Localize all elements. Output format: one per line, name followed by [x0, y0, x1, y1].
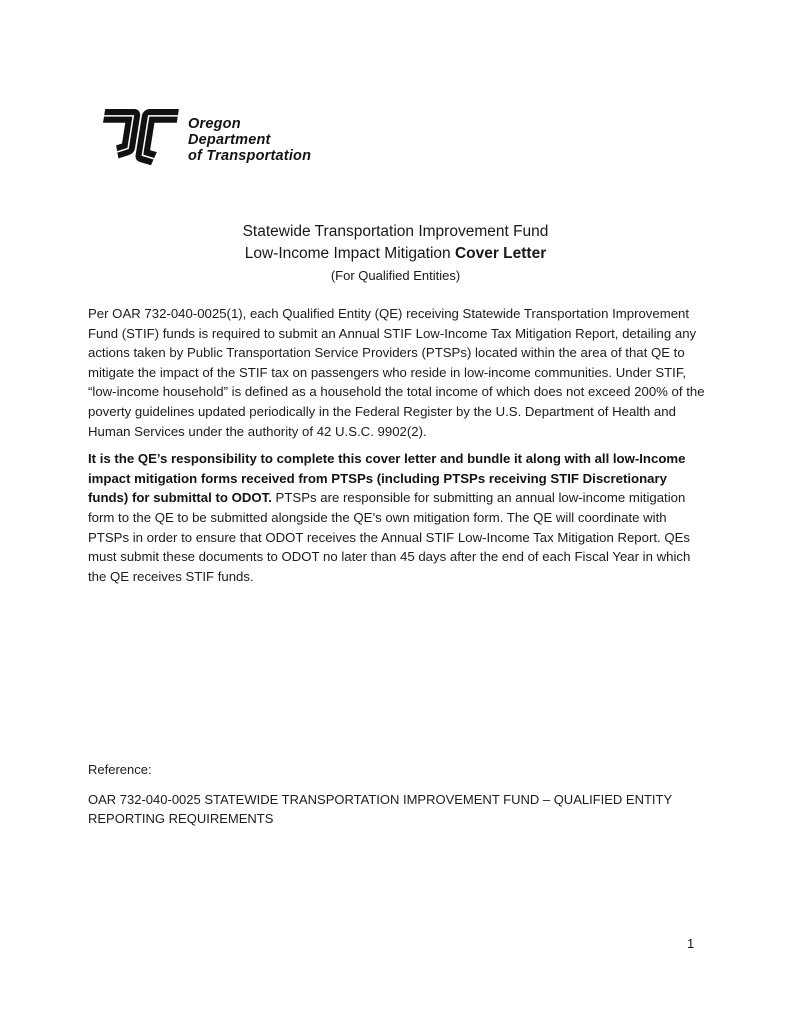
paragraph-1: Per OAR 732-040-0025(1), each Qualified Entity (QE) receiving Statewide Transportation Improvement Fund (STIF) funds is required to submit an Annual STIF Low-Income Tax Mitigation Report, detailing any actions taken by Public Transportation Service Providers (PTSPs) located within the area of that QE to mitigate the impact of the STIF tax on passengers who reside in low-income communities. Under STIF, “low-income household” is defined as a household the total income of which does not exceed 200% of the poverty guidelines updated periodically in the Federal Register by the U.S. Department of Health and Human Services under the authority of 42 U.S.C. 9902(2). [88, 306, 705, 439]
paragraph-2-regular: PTSPs are responsible for submitting an annual low-income mitigation form to the QE to be submitted alongside the QE’s own mitigation form. The QE will coordinate with PTSPs in order to ensure that ODOT receives the Annual STIF Low-Income Tax Mitigation Report. QEs must submit these documents to ODOT no later than 45 days after the end of each Fiscal Year in which the QE receives STIF funds. [88, 490, 691, 584]
reference-label: Reference: [88, 762, 152, 777]
page-number: 1 [687, 936, 695, 951]
title-line-2-bold: Cover Letter [454, 244, 547, 262]
title-line-2 [0, 243, 791, 265]
logo-line-oregon: Oregon [188, 116, 241, 132]
document-title [0, 221, 791, 286]
odot-logo-text [188, 97, 311, 165]
title-line-2-regular: Low-Income Impact Mitigation [244, 244, 455, 262]
reference-citation: OAR 732-040-0025 STATEWIDE TRANSPORTATION IMPROVEMENT FUND – QUALIFIED ENTITY REPORTING REQUIREMENTS [88, 792, 672, 826]
logo-line-department: Department [188, 131, 271, 148]
odot-logo [95, 97, 311, 181]
paragraph-2 [88, 449, 710, 586]
odot-logo-icon [95, 97, 181, 181]
reference-section [88, 761, 718, 828]
paragraph-2-bold-lead: It is the QE’s responsibility to complete this cover letter and bundle it along with all low-Income impact mitigation forms received from PTSPs (including PTSPs receiving STIF Discretionary funds) for submittal to ODOT. [88, 451, 686, 506]
body-text [88, 304, 710, 594]
title-line-1: Statewide Transportation Improvement Fund [242, 223, 549, 240]
title-line-3: (For Qualified Entities) [330, 267, 461, 283]
logo-line-of-transportation: of Transportation [188, 147, 312, 164]
